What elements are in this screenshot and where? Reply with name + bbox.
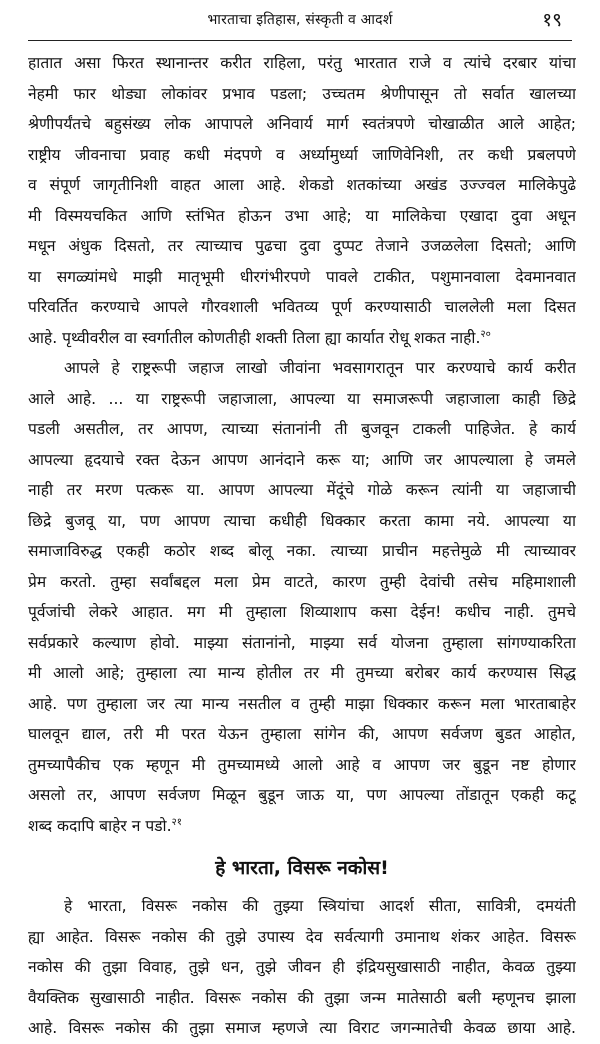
page-number: १९ <box>542 9 562 31</box>
text-line: घालवून द्याल, तरी मी परत येऊन तुम्हाला सांगेन की, आपण सर्वजण बुडत आहोत, <box>28 725 576 743</box>
footnote-marker: २० <box>480 328 491 340</box>
text-line: राष्ट्रीय जीवनाचा प्रवाह कधी मंदपणे व अर्ध्यामुर्ध्या जाणिवेनिशी, तर कधी प्रबलपणे <box>28 145 576 164</box>
text-line: मी आलो आहे; तुम्हाला त्या मान्य होतील तर मी तुमच्या बरोबर कार्य करण्यास सिद्ध <box>28 664 576 682</box>
text-line: व संपूर्ण जागृतीनिशी वाहत आला आहे. शेकडो शतकांच्या अखंड उज्ज्वल मालिकेपुढे <box>28 176 576 194</box>
text-line: श्रेणीपर्यंतचे बहुसंख्य लोक आपापले अनिवार्य मार्ग स्वतंत्रपणे चोखाळीत आले आहेत; <box>28 115 576 133</box>
text-line: नेहमी फार थोड्या लोकांवर प्रभाव पडला; उच्चतम श्रेणीपासून तो सर्वात खालच्या <box>28 84 576 103</box>
text-line: प्रेम करतो. तुम्हा सर्वांबद्दल मला प्रेम वाटते, कारण तुम्ही देवांची तसेच महिमाशाली <box>28 572 576 591</box>
running-title: भारताचा इतिहास, संस्कृती व आदर्श <box>207 12 393 28</box>
text-line: छिद्रे बुजवू या, पण आपण त्याचा कधीही धिक्कार करता कामा नये. आपल्या या <box>28 511 576 530</box>
text-line: पडली असतील, तर आपण, त्याच्या संतानांनी ती बुजवून टाकली पाहिजेत. हे कार्य <box>28 420 576 438</box>
text-line-last <box>28 811 576 842</box>
text-line: या सगळ्यांमधे माझी मातृभूमी धीरगंभीरपणे पावले टाकीत, पशुमानवाला देवमानवात <box>28 267 576 286</box>
text-line: सर्वप्रकारे कल्याण होवो. माझ्या संतानांनो, माझ्या सर्व योजना तुम्हाला सांगण्याकरिता <box>28 633 576 652</box>
text-line: परिवर्तित करण्याचे आपले गौरवशाली भवितव्य पूर्ण करण्यासाठी चाललेली मला दिसत <box>28 298 576 316</box>
text-line: आहे. विसरू नकोस की तुझा समाज म्हणजे त्या विराट जगन्मातेची केवळ छाया आहे. <box>28 1019 576 1037</box>
section-heading: हे भारता, विसरू नकोस! <box>215 857 389 879</box>
text-line-last <box>28 323 576 354</box>
text-line: पूर्वजांची लेकरे आहात. मग मी तुम्हाला शिव्याशाप कसा देईन! कधीच नाही. तुमचे <box>28 603 576 621</box>
paragraph-2 <box>28 353 576 841</box>
text-line: मधून अंधुक दिसतो, तर त्याच्याच पुढचा दुवा दुप्पट तेजाने उजळलेला दिसतो; आणि <box>28 237 576 255</box>
text-line: आहे. पण तुम्हाला जर त्या मान्य नसतील व तुम्ही माझा धिक्कार करून मला भारताबाहेर <box>28 694 576 713</box>
text-line-content: शब्द कदापि बाहेर न पडो. <box>28 816 172 835</box>
text-line: हे भारता, विसरू नकोस की तुझ्या स्त्रियांचा आदर्श सीता, सावित्री, दमयंती <box>64 897 576 915</box>
text-line: नकोस की तुझा विवाह, तुझे धन, तुझे जीवन ही इंद्रियसुखासाठी नाहीत, केवळ तुझ्या <box>28 958 576 976</box>
paragraph-3 <box>28 891 576 1044</box>
text-line: मी विस्मयचकित आणि स्तंभित होऊन उभा आहे; या मालिकेचा एखादा दुवा अधून <box>28 206 576 225</box>
text-line: वैयक्तिक सुखासाठी नाहीत. विसरू नकोस की तुझा जन्म मातेसाठी बली म्हणूनच झाला <box>28 988 576 1007</box>
text-line: आले आहे. ... या राष्ट्ररूपी जहाजाला, आपल्या या समाजरूपी जहाजाला काही छिद्रे <box>28 389 576 408</box>
text-line: ह्या आहेत. विसरू नकोस की तुझे उपास्य देव सर्वत्यागी उमानाथ शंकर आहेत. विसरू <box>28 927 576 946</box>
text-line: आपल्या हृदयाचे रक्त देऊन आपण आनंदाने करू या; आणि जर आपल्याला हे जमले <box>28 450 576 469</box>
text-line: हातात असा फिरत स्थानान्तर करीत राहिला, परंतु भारतात राजे व त्यांचे दरबार यांचा <box>28 54 576 72</box>
paragraph-1 <box>28 48 576 353</box>
text-line: आपले हे राष्ट्ररूपी जहाज लाखो जीवांना भवसागरातून पार करण्याचे कार्य करीत <box>64 359 576 377</box>
text-line: असलो तर, आपण सर्वजण मिळून बुडून जाऊ या, पण आपल्या तोंडातून एकही कटू <box>28 786 576 804</box>
text-line-content: आहे. पृथ्वीवरील वा स्वर्गातील कोणतीही शक्ती तिला ह्या कार्यात रोधू शकत नाही. <box>28 328 481 347</box>
footnote-marker: २१ <box>171 816 182 828</box>
text-line: तुमच्यापैकीच एक म्हणून मी तुमच्यामध्ये आलो आहे व आपण जर बुडून नष्ट होणार <box>28 755 576 774</box>
text-line: नाही तर मरण पत्करू या. आपण आपल्या मेंदूंचे गोळे करून त्यांनी या जहाजाची <box>28 481 576 499</box>
running-header <box>28 6 572 41</box>
text-line: समाजाविरुद्ध एकही कठोर शब्द बोलू नका. त्याच्या प्राचीन महत्तेमुळे मी त्याच्यावर <box>28 542 576 560</box>
page-body <box>28 48 576 1044</box>
